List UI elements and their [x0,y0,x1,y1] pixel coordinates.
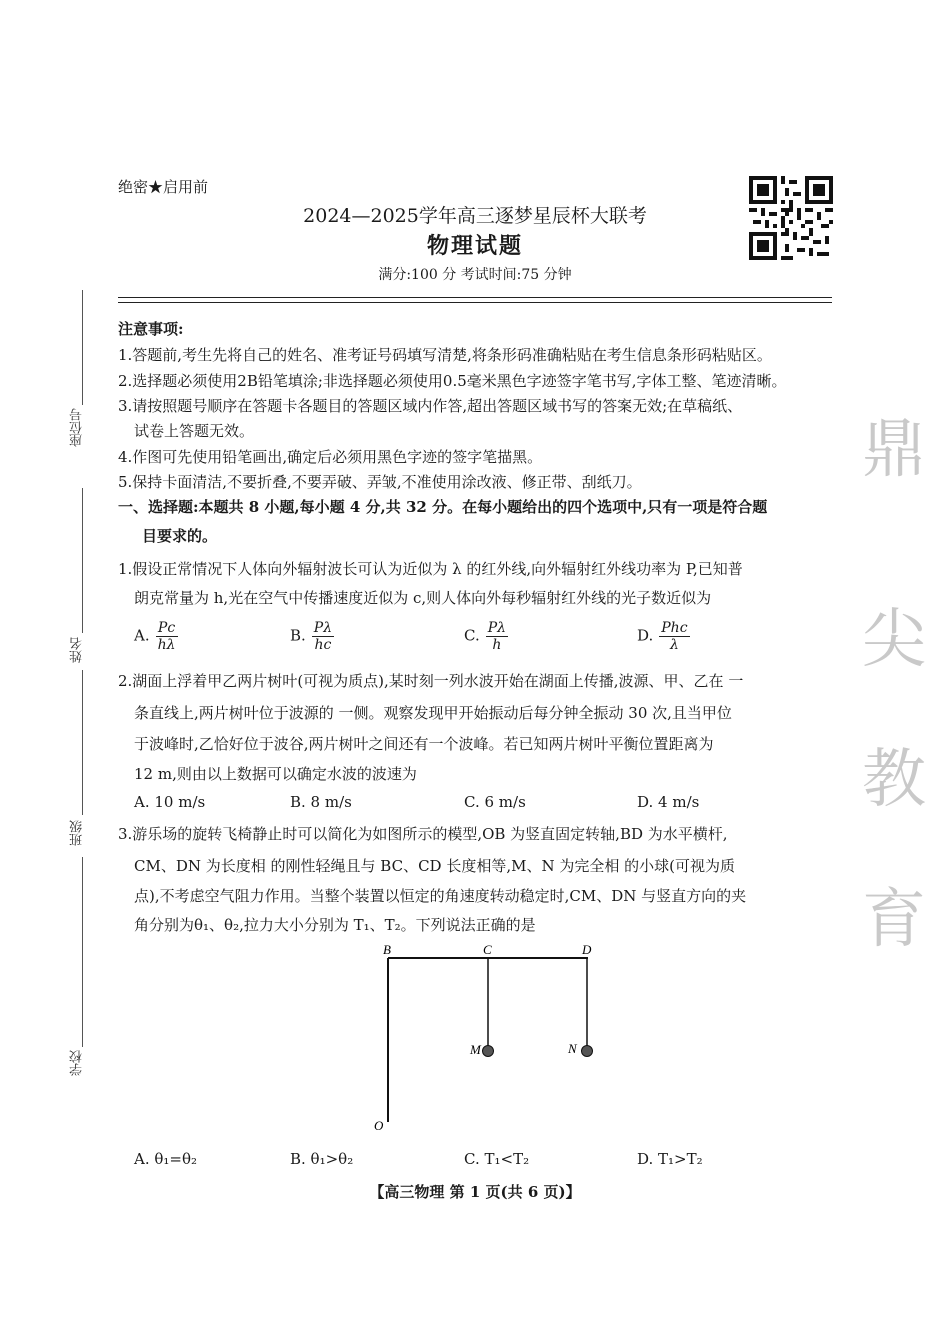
sidebar-school-label: 学校 [70,1050,85,1076]
q3-option-d: D. T₁>T₂ [637,1150,703,1168]
question-2-text: 于波峰时,乙恰好位于波谷,两片树叶之间还有一个波峰。若已知两片树叶平衡位置距离为 [134,735,714,753]
question-3-text: 角分别为θ₁、θ₂,拉力大小分别为 T₁、T₂。下列说法正确的是 [134,916,536,934]
note-line: 4.作图可先使用铅笔画出,确定后必须用黑色字迹的签字笔描黑。 [118,448,543,466]
sidebar-rule [82,670,83,815]
q3-option-b: B. θ₁>θ₂ [290,1150,354,1168]
fraction-numerator: Pλ [313,620,333,636]
watermark-char: 尖 [862,603,926,677]
header-rule-thick [118,297,832,298]
ball-n [582,1046,593,1057]
qr-code-icon [749,176,833,260]
page-footer: 【高三物理 第 1 页(共 6 页)】 [369,1183,581,1201]
header-rule-thin [118,302,832,303]
exam-title: 2024—2025学年高三逐梦星辰杯大联考 [303,205,647,227]
note-line: 5.保持卡面清洁,不要折叠,不要弄破、弄皱,不准使用涂改液、修正带、刮纸刀。 [118,473,642,491]
q1-option-c [464,620,508,653]
exam-meta: 满分:100 分 考试时间:75 分钟 [378,267,572,283]
question-2-text: 2.湖面上浮着甲乙两片树叶(可视为质点),某时刻一列水波开始在湖面上传播,波源、甲、乙在 一 [118,672,744,690]
subject-title: 物理试题 [426,233,523,259]
sidebar-rule [82,290,83,405]
watermark-char: 教 [862,743,926,817]
option-label: A. [134,626,150,645]
q3-figure [360,940,620,1140]
q2-option-b: B. 8 m/s [290,793,352,811]
question-1-text: 朗克常量为 h,光在空气中传播速度近似为 c,则人体向外每秒辐射红外线的光子数近似为 [134,589,712,607]
section-heading: 一、选择题:本题共 8 小题,每小题 4 分,共 32 分。在每小题给出的四个选项中,只有一项是符合题 [118,498,768,516]
label-m: M [470,1042,481,1057]
question-3-text: 3.游乐场的旋转飞椅静止时可以简化为如图所示的模型,OB 为竖直固定转轴,BD 为水平横杆, [118,825,728,843]
option-label: B. [290,626,306,645]
question-2-text: 条直线上,两片树叶位于波源的 一侧。观察发现甲开始振动后每分钟全振动 30 次,且当甲位 [134,704,732,722]
note-line: 试卷上答题无效。 [134,422,255,440]
label-n: N [568,1041,577,1056]
question-3-text: 点),不考虑空气阻力作用。当整个装置以恒定的角速度转动稳定时,CM、DN 与竖直方向的夹 [134,887,747,905]
sidebar-seat-label: 座位号 [70,408,85,447]
fraction-denominator: λ [669,637,679,653]
sidebar-name-label: 姓名 [70,637,85,663]
notes-heading: 注意事项: [118,320,184,338]
q2-option-d: D. 4 m/s [637,793,700,811]
q2-option-c: C. 6 m/s [464,793,526,811]
question-1-text: 1.假设正常情况下人体向外辐射波长可认为近似为 λ 的红外线,向外辐射红外线功率为 P,已知普 [118,560,743,578]
ball-m [483,1046,494,1057]
fraction-denominator: h [492,637,502,653]
confidential-label: 绝密★启用前 [118,178,209,196]
fraction-numerator: Pc [156,620,178,637]
fraction-numerator: Pλ [487,620,507,636]
section-heading-cont: 目要求的。 [142,527,218,545]
sidebar-rule [82,488,83,633]
option-label: D. [637,626,654,645]
question-2-text: 12 m,则由以上数据可以确定水波的波速为 [134,765,417,783]
note-line: 3.请按照题号顺序在答题卡各题目的答题区域内作答,超出答题区域书写的答案无效;在草稿纸、 [118,397,743,415]
q3-option-c: C. T₁<T₂ [464,1150,530,1168]
sidebar-rule [82,857,83,1047]
q1-option-a [134,620,178,653]
label-c: C [483,942,492,957]
fraction-denominator: hλ [157,637,176,653]
fraction-numerator: Phc [661,620,688,636]
sidebar-class-label: 班级 [70,820,85,846]
note-line: 2.选择题必须使用2B铅笔填涂;非选择题必须使用0.5毫米黑色字迹签字笔书写,字体工整、笔迹清晰。 [118,372,787,390]
note-line: 1.答题前,考生先将自己的姓名、准考证号码填写清楚,将条形码准确粘贴在考生信息条形码粘贴区。 [118,346,772,364]
label-o: O [374,1118,384,1133]
q1-option-d [637,620,690,653]
question-3-text: CM、DN 为长度相 的刚性轻绳且与 BC、CD 长度相等,M、N 为完全相 的小球(可视为质 [134,857,735,875]
watermark-char: 鼎 [862,413,926,487]
watermark-char: 育 [862,883,926,957]
q2-option-a: A. 10 m/s [134,793,206,811]
q1-option-b [290,620,334,653]
fraction-denominator: hc [314,637,332,653]
label-d: D [582,942,592,957]
q3-option-a: A. θ₁=θ₂ [134,1150,198,1168]
option-label: C. [464,626,480,645]
label-b: B [383,942,391,957]
